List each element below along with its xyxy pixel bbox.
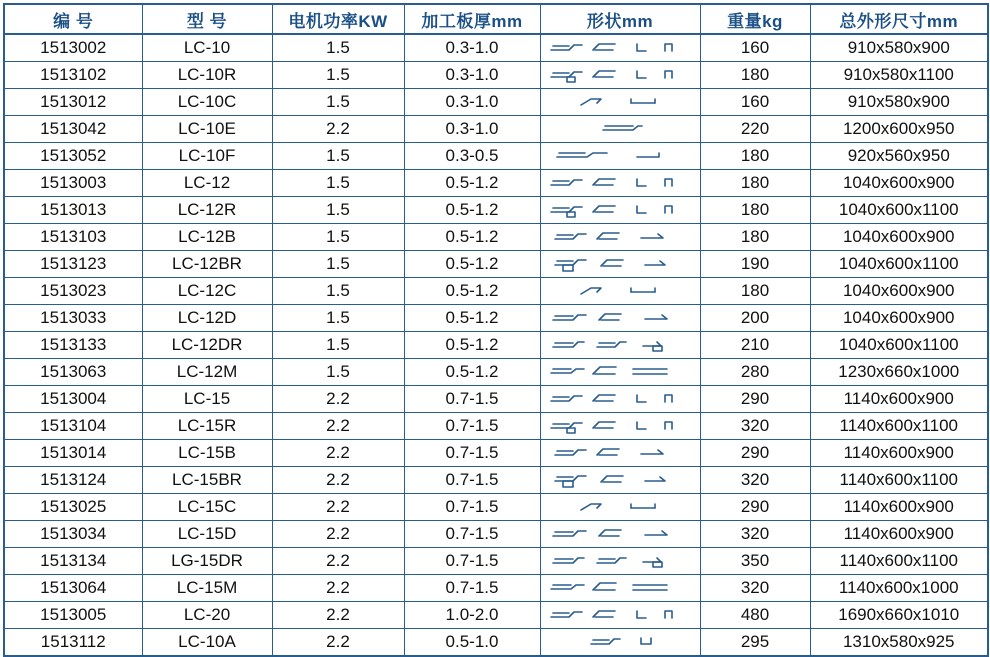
cell-model: LC-15 — [142, 386, 272, 413]
cell-code: 1513102 — [4, 62, 142, 89]
cell-shape-shape-2-profiles — [540, 89, 700, 116]
cell-model: LC-12D — [142, 305, 272, 332]
table-row — [4, 170, 988, 197]
cell-model: LC-10 — [142, 34, 272, 62]
cell-dimensions: 1040x600x900 — [810, 278, 988, 305]
cell-dimensions: 1200x600x950 — [810, 116, 988, 143]
cell-model: LC-15BR — [142, 467, 272, 494]
cell-thickness: 0.5-1.2 — [404, 359, 540, 386]
cell-shape-shape-3-profiles-roller — [540, 467, 700, 494]
cell-power: 1.5 — [272, 34, 404, 62]
cell-shape-shape-multi-profiles — [540, 575, 700, 602]
cell-power: 1.5 — [272, 305, 404, 332]
cell-power: 1.5 — [272, 251, 404, 278]
table-row — [4, 629, 988, 657]
cell-model: LC-12DR — [142, 332, 272, 359]
cell-model: LC-10C — [142, 89, 272, 116]
cell-power: 2.2 — [272, 413, 404, 440]
cell-thickness: 0.7-1.5 — [404, 440, 540, 467]
cell-weight: 290 — [700, 494, 810, 521]
cell-code: 1513014 — [4, 440, 142, 467]
cell-code: 1513012 — [4, 89, 142, 116]
cell-model: LC-10R — [142, 62, 272, 89]
table-row — [4, 224, 988, 251]
cell-thickness: 0.7-1.5 — [404, 386, 540, 413]
cell-thickness: 0.5-1.2 — [404, 305, 540, 332]
table-row — [4, 386, 988, 413]
table-row — [4, 305, 988, 332]
cell-dimensions: 1040x600x1100 — [810, 332, 988, 359]
cell-shape-shape-1-profile — [540, 116, 700, 143]
cell-dimensions: 1140x600x900 — [810, 386, 988, 413]
cell-power: 1.5 — [272, 332, 404, 359]
cell-shape-shape-2-small — [540, 629, 700, 657]
cell-thickness: 0.7-1.5 — [404, 413, 540, 440]
cell-code: 1513063 — [4, 359, 142, 386]
cell-model: LC-15C — [142, 494, 272, 521]
cell-power: 2.2 — [272, 386, 404, 413]
cell-dimensions: 1040x600x900 — [810, 224, 988, 251]
cell-code: 1513042 — [4, 116, 142, 143]
header-power: 电机功率KW — [272, 4, 404, 34]
cell-model: LC-12M — [142, 359, 272, 386]
table-row — [4, 332, 988, 359]
cell-code: 1513005 — [4, 602, 142, 629]
cell-thickness: 0.7-1.5 — [404, 575, 540, 602]
cell-model: LC-12C — [142, 278, 272, 305]
table-row — [4, 494, 988, 521]
cell-shape-shape-4-profiles — [540, 602, 700, 629]
cell-shape-shape-2-profiles-pair — [540, 521, 700, 548]
cell-code: 1513064 — [4, 575, 142, 602]
cell-weight: 210 — [700, 332, 810, 359]
cell-weight: 180 — [700, 197, 810, 224]
cell-shape-shape-4-profiles — [540, 34, 700, 62]
cell-shape-shape-multi-profiles — [540, 359, 700, 386]
cell-shape-shape-2-profiles — [540, 494, 700, 521]
cell-power: 2.2 — [272, 521, 404, 548]
cell-shape-shape-2-profiles-wide — [540, 143, 700, 170]
cell-weight: 160 — [700, 34, 810, 62]
cell-model: LC-15M — [142, 575, 272, 602]
cell-weight: 220 — [700, 116, 810, 143]
specifications-table — [3, 3, 989, 657]
cell-model: LC-15D — [142, 521, 272, 548]
table-row — [4, 89, 988, 116]
cell-code: 1513033 — [4, 305, 142, 332]
table-row — [4, 359, 988, 386]
cell-code: 1513124 — [4, 467, 142, 494]
cell-code: 1513123 — [4, 251, 142, 278]
table-row — [4, 143, 988, 170]
cell-dimensions: 910x580x900 — [810, 34, 988, 62]
cell-shape-shape-4-profiles-roller — [540, 197, 700, 224]
cell-power: 1.5 — [272, 143, 404, 170]
header-code: 编 号 — [4, 4, 142, 34]
cell-thickness: 0.3-1.0 — [404, 34, 540, 62]
cell-power: 1.5 — [272, 224, 404, 251]
cell-weight: 320 — [700, 575, 810, 602]
cell-weight: 320 — [700, 467, 810, 494]
cell-model: LG-15DR — [142, 548, 272, 575]
cell-power: 2.2 — [272, 548, 404, 575]
header-dimensions: 总外形尺寸mm — [810, 4, 988, 34]
cell-code: 1513003 — [4, 170, 142, 197]
cell-thickness: 0.3-1.0 — [404, 116, 540, 143]
cell-dimensions: 1040x600x900 — [810, 305, 988, 332]
table-row — [4, 116, 988, 143]
cell-thickness: 0.5-1.2 — [404, 197, 540, 224]
table-header-row — [4, 4, 988, 34]
cell-model: LC-15R — [142, 413, 272, 440]
cell-dimensions: 1040x600x1100 — [810, 251, 988, 278]
table-row — [4, 197, 988, 224]
cell-thickness: 0.5-1.2 — [404, 278, 540, 305]
cell-dimensions: 1140x600x900 — [810, 494, 988, 521]
table-row — [4, 413, 988, 440]
cell-thickness: 0.3-1.0 — [404, 89, 540, 116]
cell-shape-shape-3-profiles-dr — [540, 548, 700, 575]
cell-model: LC-15B — [142, 440, 272, 467]
cell-power: 1.5 — [272, 359, 404, 386]
cell-code: 1513104 — [4, 413, 142, 440]
cell-model: LC-12R — [142, 197, 272, 224]
cell-power: 1.5 — [272, 278, 404, 305]
cell-shape-shape-4-profiles-roller — [540, 413, 700, 440]
cell-shape-shape-3-profiles — [540, 440, 700, 467]
cell-thickness: 0.5-1.2 — [404, 224, 540, 251]
table-row — [4, 34, 988, 62]
cell-code: 1513002 — [4, 34, 142, 62]
table-body — [4, 34, 988, 656]
cell-code: 1513112 — [4, 629, 142, 657]
cell-thickness: 1.0-2.0 — [404, 602, 540, 629]
cell-dimensions: 1140x600x1100 — [810, 413, 988, 440]
cell-shape-shape-3-profiles-roller — [540, 251, 700, 278]
cell-weight: 190 — [700, 251, 810, 278]
table-row — [4, 521, 988, 548]
table-row — [4, 440, 988, 467]
cell-shape-shape-4-profiles — [540, 170, 700, 197]
cell-thickness: 0.3-0.5 — [404, 143, 540, 170]
cell-dimensions: 1140x600x900 — [810, 440, 988, 467]
cell-thickness: 0.5-1.2 — [404, 170, 540, 197]
cell-weight: 180 — [700, 62, 810, 89]
cell-weight: 290 — [700, 386, 810, 413]
cell-power: 2.2 — [272, 575, 404, 602]
cell-power: 2.2 — [272, 629, 404, 657]
cell-weight: 180 — [700, 278, 810, 305]
cell-thickness: 0.5-1.2 — [404, 251, 540, 278]
cell-code: 1513134 — [4, 548, 142, 575]
cell-shape-shape-2-profiles-pair — [540, 305, 700, 332]
cell-model: LC-10A — [142, 629, 272, 657]
table-row — [4, 575, 988, 602]
cell-shape-shape-4-profiles — [540, 386, 700, 413]
cell-dimensions: 910x580x1100 — [810, 62, 988, 89]
cell-thickness: 0.7-1.5 — [404, 494, 540, 521]
cell-power: 1.5 — [272, 89, 404, 116]
cell-thickness: 0.5-1.2 — [404, 332, 540, 359]
cell-code: 1513025 — [4, 494, 142, 521]
cell-dimensions: 1310x580x925 — [810, 629, 988, 657]
cell-weight: 200 — [700, 305, 810, 332]
cell-power: 2.2 — [272, 494, 404, 521]
cell-weight: 280 — [700, 359, 810, 386]
cell-weight: 180 — [700, 170, 810, 197]
cell-code: 1513004 — [4, 386, 142, 413]
cell-thickness: 0.3-1.0 — [404, 62, 540, 89]
cell-dimensions: 1230x660x1000 — [810, 359, 988, 386]
cell-dimensions: 1040x600x1100 — [810, 197, 988, 224]
cell-power: 2.2 — [272, 116, 404, 143]
cell-code: 1513133 — [4, 332, 142, 359]
cell-power: 1.5 — [272, 62, 404, 89]
cell-dimensions: 1690x660x1010 — [810, 602, 988, 629]
cell-power: 2.2 — [272, 467, 404, 494]
cell-dimensions: 920x560x950 — [810, 143, 988, 170]
table-row — [4, 602, 988, 629]
cell-model: LC-12 — [142, 170, 272, 197]
cell-model: LC-20 — [142, 602, 272, 629]
cell-model: LC-12BR — [142, 251, 272, 278]
cell-weight: 180 — [700, 224, 810, 251]
cell-weight: 480 — [700, 602, 810, 629]
cell-weight: 160 — [700, 89, 810, 116]
cell-dimensions: 1140x600x1100 — [810, 467, 988, 494]
cell-thickness: 0.7-1.5 — [404, 548, 540, 575]
table-row — [4, 548, 988, 575]
cell-weight: 180 — [700, 143, 810, 170]
cell-power: 2.2 — [272, 440, 404, 467]
cell-code: 1513013 — [4, 197, 142, 224]
cell-shape-shape-3-profiles-dr — [540, 332, 700, 359]
table-row — [4, 62, 988, 89]
cell-thickness: 0.7-1.5 — [404, 467, 540, 494]
cell-code: 1513023 — [4, 278, 142, 305]
cell-thickness: 0.7-1.5 — [404, 521, 540, 548]
cell-model: LC-12B — [142, 224, 272, 251]
cell-code: 1513052 — [4, 143, 142, 170]
cell-shape-shape-3-profiles — [540, 224, 700, 251]
cell-shape-shape-2-profiles — [540, 278, 700, 305]
header-model: 型 号 — [142, 4, 272, 34]
cell-dimensions: 910x580x900 — [810, 89, 988, 116]
cell-power: 1.5 — [272, 170, 404, 197]
cell-weight: 320 — [700, 413, 810, 440]
cell-power: 2.2 — [272, 602, 404, 629]
cell-power: 1.5 — [272, 197, 404, 224]
header-weight: 重量kg — [700, 4, 810, 34]
table-row — [4, 467, 988, 494]
header-thickness: 加工板厚mm — [404, 4, 540, 34]
cell-dimensions: 1140x600x900 — [810, 521, 988, 548]
cell-dimensions: 1040x600x900 — [810, 170, 988, 197]
cell-weight: 320 — [700, 521, 810, 548]
cell-model: LC-10E — [142, 116, 272, 143]
cell-dimensions: 1140x600x1000 — [810, 575, 988, 602]
header-shape: 形状mm — [540, 4, 700, 34]
cell-code: 1513034 — [4, 521, 142, 548]
cell-weight: 290 — [700, 440, 810, 467]
cell-weight: 295 — [700, 629, 810, 657]
table-row — [4, 278, 988, 305]
cell-weight: 350 — [700, 548, 810, 575]
cell-thickness: 0.5-1.0 — [404, 629, 540, 657]
cell-model: LC-10F — [142, 143, 272, 170]
cell-dimensions: 1140x600x1100 — [810, 548, 988, 575]
table-row — [4, 251, 988, 278]
cell-shape-shape-4-profiles-roller — [540, 62, 700, 89]
cell-code: 1513103 — [4, 224, 142, 251]
